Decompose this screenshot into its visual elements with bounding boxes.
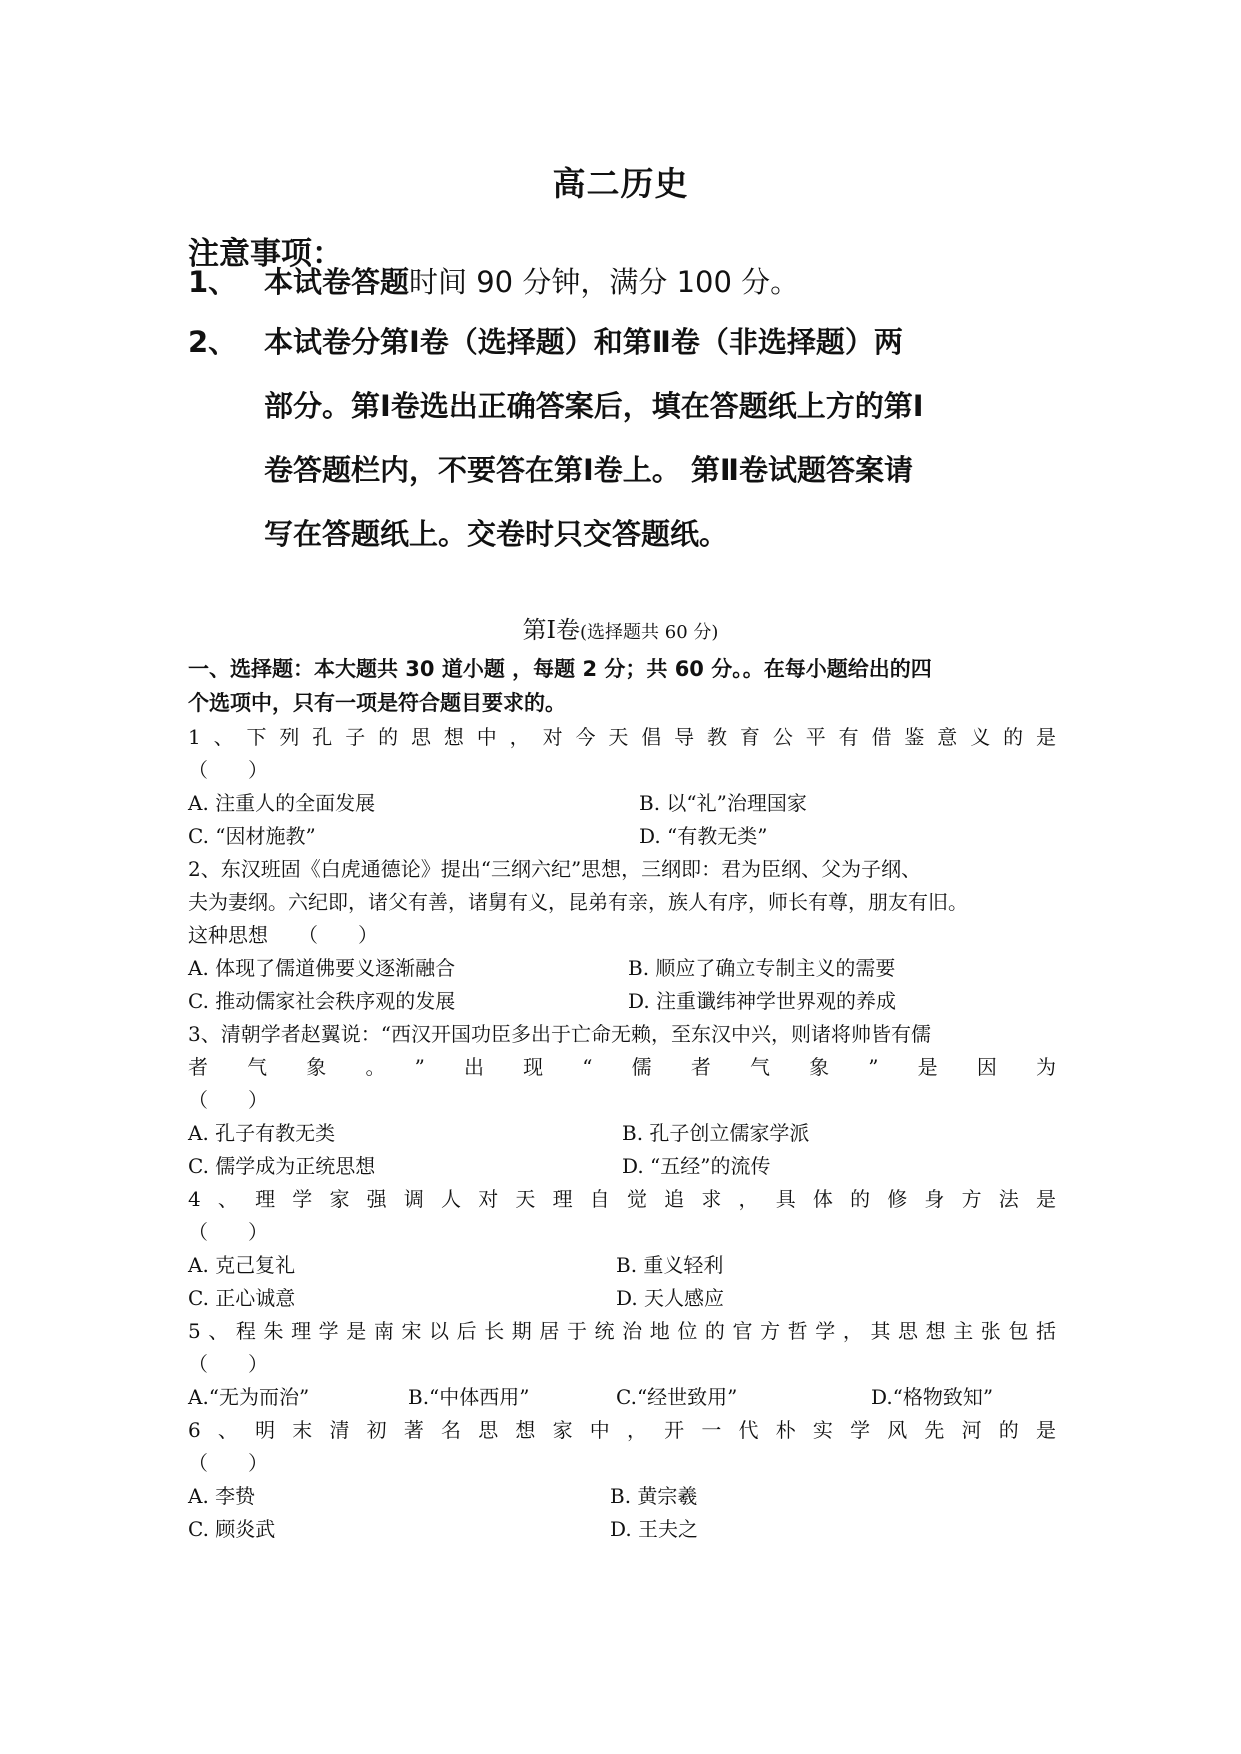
note-bold-text: 本试卷答题 <box>264 265 410 299</box>
option-c: C. 正心诚意 <box>188 1286 296 1310</box>
note-item-1 <box>188 250 1068 314</box>
question-6-options <box>188 1480 1056 1546</box>
notes-heading: 注意事项： <box>188 236 343 272</box>
question-3-options <box>188 1117 1056 1183</box>
question-stem-line: 2、东汉班固《白虎通德论》提出“三纲六纪”思想，三纲即：君为臣纲、父为子纲、 <box>188 857 922 881</box>
note-line: 写在答题纸上。交卷时只交答题纸。 <box>264 517 729 551</box>
question-2-options <box>188 952 1056 1018</box>
option-a: A.“无为而治” <box>188 1385 310 1409</box>
note-line: 部分。第Ⅰ卷选出正确答案后，填在答题纸上方的第Ⅰ <box>264 389 924 423</box>
option-a: A. 孔子有教无类 <box>188 1121 336 1145</box>
instructions-line: 一、选择题：本大题共 30 道小题 ，每题 2 分；共 60 分。。在每小题给出的四 <box>188 657 932 681</box>
question-4-options <box>188 1249 1056 1315</box>
question-stem-line: 这种思想 （ ） <box>188 923 378 947</box>
option-b: B. 重义轻利 <box>616 1253 724 1277</box>
section-title <box>0 610 1241 645</box>
option-b: B. 以“礼”治理国家 <box>639 791 807 815</box>
option-c: C.“经世致用” <box>616 1385 738 1409</box>
note-number: 1、 <box>188 265 238 299</box>
option-c: C. 推动儒家社会秩序观的发展 <box>188 989 456 1013</box>
answer-blank: （ ） <box>188 758 268 782</box>
answer-blank: （ ） <box>188 1352 268 1376</box>
option-c: C. 儒学成为正统思想 <box>188 1154 376 1178</box>
answer-blank: （ ） <box>188 1220 268 1244</box>
option-a: A. 体现了儒道佛要义逐渐融合 <box>188 956 456 980</box>
question-stem: 6、明末清初著名思想家中，开一代朴实学风先河的是 <box>188 1418 1056 1442</box>
note-number: 2、 <box>188 325 238 359</box>
question-stem: 5、程朱理学是南宋以后长期居于统治地位的官方哲学，其思想主张包括 <box>188 1319 1056 1343</box>
question-1 <box>188 721 1056 787</box>
option-b: B. 顺应了确立专制主义的需要 <box>628 956 896 980</box>
question-stem: 4、理学家强调人对天理自觉追求，具体的修身方法是 <box>188 1187 1056 1211</box>
instructions-line: 个选项中，只有一项是符合题目要求的。 <box>188 691 566 715</box>
question-5-options <box>188 1381 1056 1414</box>
option-d: D. 天人感应 <box>616 1286 725 1310</box>
option-d: D. 王夫之 <box>610 1517 699 1541</box>
question-stem-line: 者气象。”出现“儒者气象”是因为 <box>188 1055 1056 1079</box>
question-stem-line: 3、清朝学者赵翼说：“西汉开国功臣多出于亡命无赖，至东汉中兴，则诸将帅皆有儒 <box>188 1022 931 1046</box>
question-4 <box>188 1183 1056 1249</box>
option-d: D.“格物致知” <box>871 1385 994 1409</box>
option-b: B. 孔子创立儒家学派 <box>622 1121 810 1145</box>
option-b: B. 黄宗羲 <box>610 1484 698 1508</box>
question-stem-line: 夫为妻纲。六纪即，诸父有善，诸舅有义，昆弟有亲，族人有序，师长有尊，朋友有旧。 <box>188 890 968 914</box>
option-a: A. 注重人的全面发展 <box>188 791 376 815</box>
note-text <box>264 310 1068 566</box>
note-line: 本试卷分第Ⅰ卷（选择题）和第Ⅱ卷（非选择题）两 <box>264 325 903 359</box>
question-5 <box>188 1315 1056 1381</box>
note-line: 卷答题栏内，不要答在第Ⅰ卷上。 第Ⅱ卷试题答案请 <box>264 453 913 487</box>
answer-blank: （ ） <box>188 1451 268 1475</box>
section-instructions <box>188 652 1056 720</box>
answer-blank: （ ） <box>188 1088 268 1112</box>
question-3 <box>188 1018 1056 1117</box>
option-a: A. 克己复礼 <box>188 1253 296 1277</box>
note-text <box>264 250 1068 314</box>
page-title: 高二历史 <box>552 164 689 203</box>
section-subtitle: (选择题共 60 分) <box>580 622 719 643</box>
option-b: B.“中体西用” <box>408 1385 530 1409</box>
option-d: D. “有教无类” <box>639 824 768 848</box>
note-item-2 <box>188 310 1068 566</box>
option-a: A. 李贽 <box>188 1484 256 1508</box>
question-stem: 1、下列孔子的思想中，对今天倡导教育公平有借鉴意义的是 <box>188 725 1056 749</box>
question-2 <box>188 853 1056 952</box>
option-c: C. 顾炎武 <box>188 1517 276 1541</box>
option-c: C. “因材施教” <box>188 824 316 848</box>
note-normal-text: 时间 90 分钟，满分 100 分。 <box>409 265 800 299</box>
option-d: D. 注重谶纬神学世界观的养成 <box>628 989 897 1013</box>
question-1-options <box>188 787 1056 853</box>
question-6 <box>188 1414 1056 1480</box>
section-title-main: 第Ⅰ卷 <box>522 616 581 644</box>
option-d: D. “五经”的流传 <box>622 1154 771 1178</box>
